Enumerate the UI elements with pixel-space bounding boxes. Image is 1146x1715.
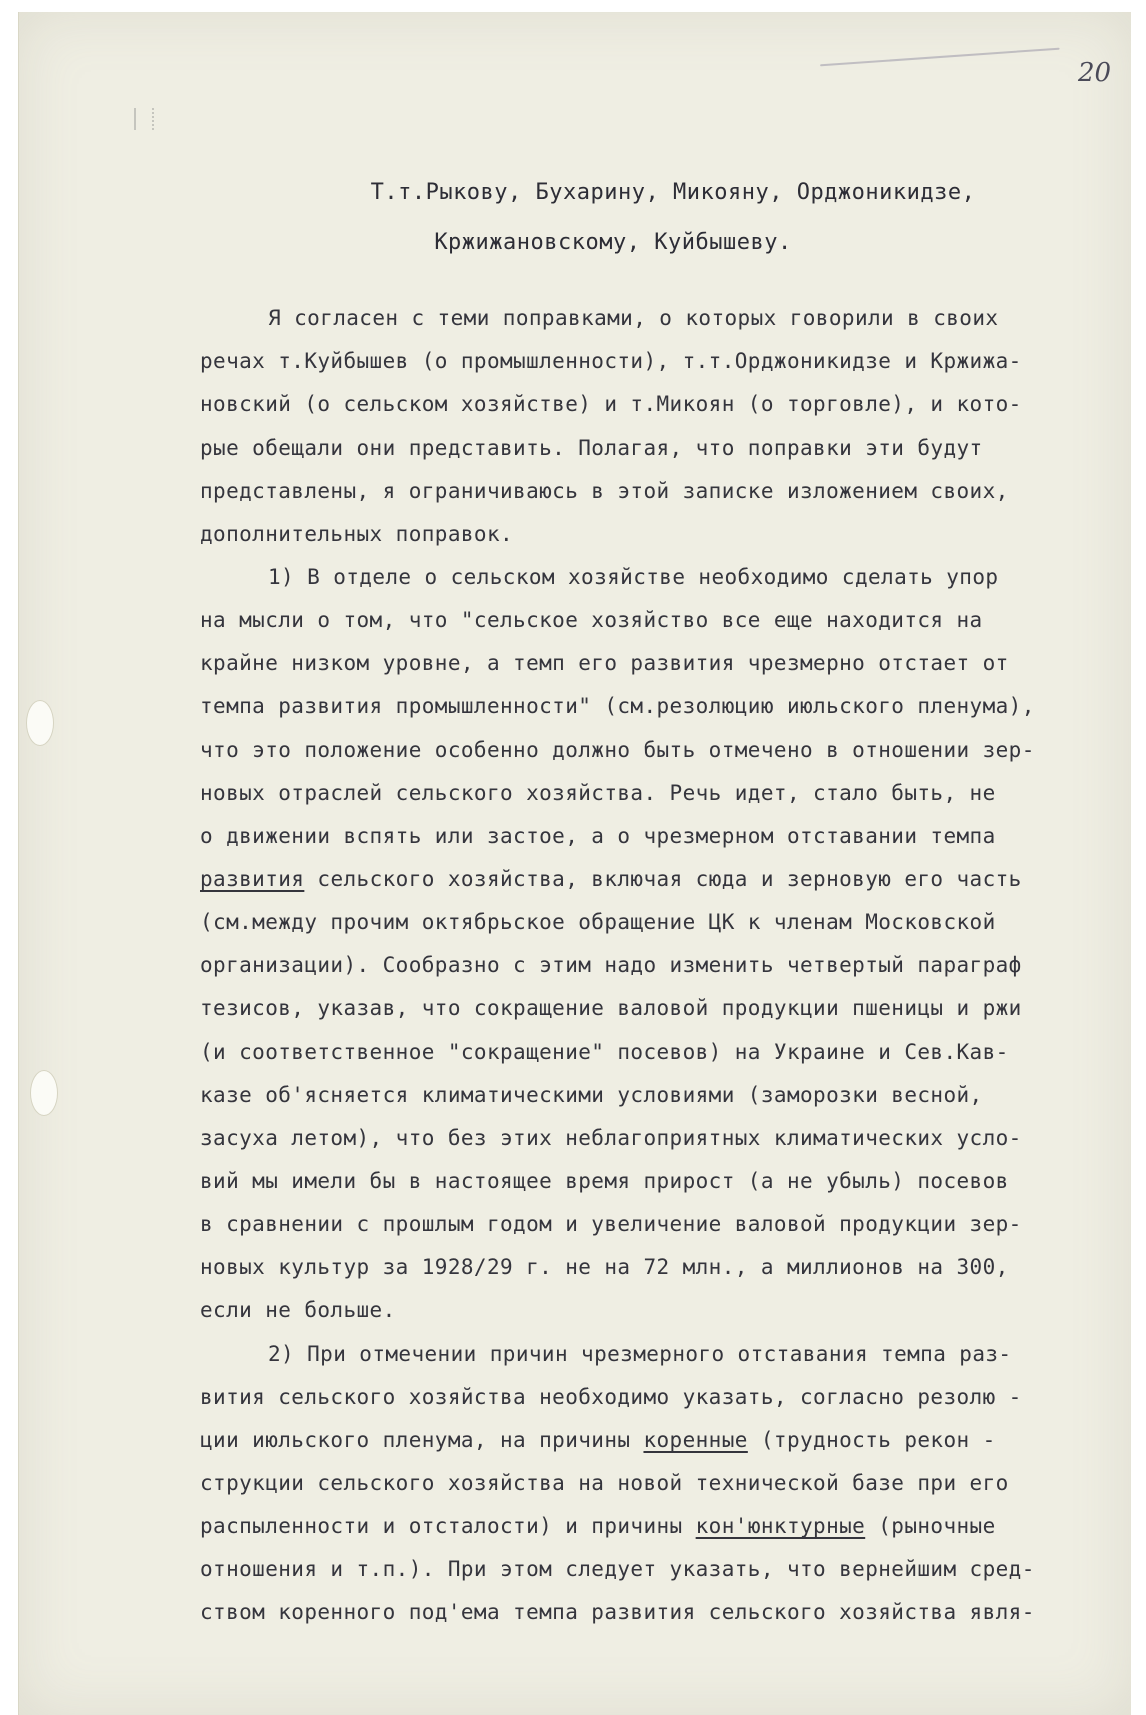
- text-line: казе об'ясняется климатическими условиями (заморозки весной,: [200, 1083, 983, 1107]
- addressees-line-1: Т.т.Рыкову, Бухарину, Микояну, Орджоникидзе,: [370, 180, 976, 205]
- text-line: на мысли о том, что "сельское хозяйство все еще находится на: [200, 608, 983, 632]
- text-line: 2) При отмечении причин чрезмерного отставания темпа раз-: [268, 1342, 1012, 1366]
- text-line: в сравнении с прошлым годом и увеличение валовой продукции зер-: [200, 1212, 1022, 1236]
- text-segment: (трудность рекон -: [747, 1428, 996, 1452]
- text-line: речах т.Куйбышев (о промышленности), т.т.Орджоникидзе и Кржижа-: [200, 349, 1022, 373]
- text-line: о движении вспять или застое, а о чрезмерном отставании темпа: [200, 824, 996, 848]
- text-line: [200, 1514, 996, 1538]
- text-segment: распыленности и отсталости) и причины: [200, 1514, 696, 1538]
- text-line: тезисов, указав, что сокращение валовой продукции пшеницы и ржи: [200, 996, 1022, 1020]
- text-line: организации). Сообразно с этим надо изменить четвертый параграф: [200, 953, 1022, 977]
- text-line: крайне низком уровне, а темп его развития чрезмерно отстает от: [200, 651, 1009, 675]
- text-line: если не больше.: [200, 1298, 396, 1322]
- text-segment: сельского хозяйства, включая сюда и зерновую его часть: [304, 867, 1022, 891]
- page-number: 20: [1078, 58, 1112, 88]
- text-segment: (рыночные: [865, 1514, 996, 1538]
- underlined-word: кон'юнктурные: [695, 1514, 866, 1538]
- text-segment: ции июльского пленума, на причины: [200, 1428, 644, 1452]
- text-line: [200, 867, 1022, 891]
- text-line: представлены, я ограничиваюсь в этой записке изложением своих,: [200, 479, 1009, 503]
- text-line: новский (о сельском хозяйстве) и т.Микоян (о торговле), и кото-: [200, 392, 1022, 416]
- text-line: (и соответственное "сокращение" посевов) на Украине и Сев.Кав-: [200, 1040, 1009, 1064]
- text-line: что это положение особенно должно быть отмечено в отношении зер-: [200, 738, 1035, 762]
- paper-sheet: [18, 12, 1131, 1715]
- text-line: (см.между прочим октябрьское обращение ЦК к членам Московской: [200, 910, 996, 934]
- text-line: отношения и т.п.). При этом следует указать, что вернейшим сред-: [200, 1557, 1035, 1581]
- text-line: [200, 1428, 996, 1452]
- text-line: новых культур за 1928/29 г. не на 72 млн., а миллионов на 300,: [200, 1255, 1009, 1279]
- underlined-word: коренные: [643, 1428, 748, 1452]
- text-line: дополнительных поправок.: [200, 522, 514, 546]
- text-line: Я согласен с теми поправками, о которых говорили в своих: [268, 306, 999, 330]
- text-line: 1) В отделе о сельском хозяйстве необходимо сделать упор: [268, 565, 999, 589]
- addressees-line-2: Кржижановскому, Куйбышеву.: [434, 230, 792, 255]
- text-line: рые обещали они представить. Полагая, что поправки эти будут: [200, 436, 983, 460]
- punch-hole: [26, 700, 54, 746]
- text-line: засуха летом), что без этих неблагоприятных климатических усло-: [200, 1126, 1022, 1150]
- text-line: ством коренного под'ема темпа развития сельского хозяйства явля-: [200, 1600, 1035, 1624]
- text-line: новых отраслей сельского хозяйства. Речь идет, стало быть, не: [200, 781, 996, 805]
- underlined-word: развития: [200, 867, 305, 891]
- text-line: вития сельского хозяйства необходимо указать, согласно резолю -: [200, 1385, 1022, 1409]
- margin-mark: [134, 108, 154, 130]
- text-line: струкции сельского хозяйства на новой технической базе при его: [200, 1471, 1009, 1495]
- text-line: темпа развития промышленности" (см.резолюцию июльского пленума),: [200, 694, 1035, 718]
- text-line: вий мы имели бы в настоящее время прирост (а не убыль) посевов: [200, 1169, 1009, 1193]
- punch-hole: [30, 1070, 58, 1116]
